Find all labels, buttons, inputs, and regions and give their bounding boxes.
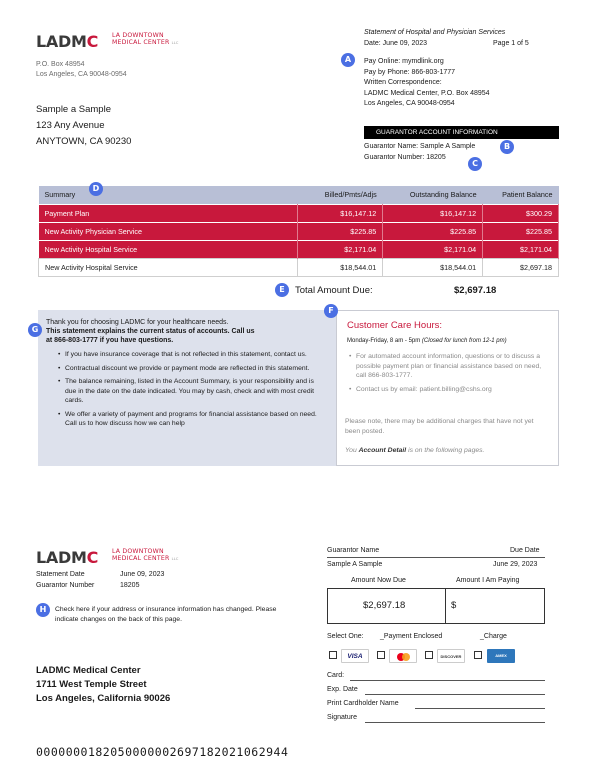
stub-statement-date: June 09, 2023 (120, 571, 165, 578)
list-item: • The balance remaining, listed in the Account Summary, is your responsibility and is due in the date on the date indicated. You may by cash, check and with most credit cards. (58, 377, 326, 406)
table-row: New Activity Physician Service $225.85 $225.85 $225.85 (39, 222, 559, 240)
marker-a: A (341, 53, 355, 67)
col-outstanding: Outstanding Balance (383, 186, 483, 204)
signature-label: Signature (327, 714, 357, 721)
amount-now-due-label: Amount Now Due (351, 577, 406, 584)
address-change-note[interactable]: Check here if your address or insurance information has changed. Please indicate changes on the back of this page. (55, 606, 277, 623)
total-amount-label: Total Amount Due: (295, 285, 373, 296)
page-number: Page 1 of 5 (493, 40, 529, 47)
cardholder-name-label: Print Cardholder Name (327, 700, 399, 707)
marker-f: F (324, 304, 338, 318)
care-hours: Monday-Friday, 8 am - 5pm (Closed for lunch from 12-1 pm) (347, 338, 507, 344)
marker-g: G (28, 323, 42, 337)
payment-enclosed-option[interactable]: _Payment Enclosed (380, 633, 443, 640)
account-summary-table (38, 186, 559, 277)
stub-guarantor-name-label: Guarantor Name (327, 547, 380, 554)
col-billed: Billed/Pmts/Adjs (298, 186, 383, 204)
list-item: • For automated account information, questions or to discuss a possible payment plan or financial assistance based on need, call 866-803-1777. (349, 352, 549, 381)
stub-guarantor-number-label: Guarantor Number (36, 582, 95, 589)
amount-now-due: $2,697.18 (363, 600, 406, 611)
exp-date-label: Exp. Date (327, 686, 358, 693)
statement-title: Statement of Hospital and Physician Services (364, 29, 506, 36)
guarantor-number: Guarantor Number: 18205 (364, 154, 446, 161)
amount-paying-label: Amount I Am Paying (456, 577, 520, 584)
care-note: Please note, there may be additional charges that have not yet been posted. (345, 418, 534, 435)
marker-e: E (275, 283, 289, 297)
ocr-scanline: 0000000182050000002697182021062944 (36, 745, 289, 759)
marker-b: B (500, 140, 514, 154)
info-bullets (46, 350, 326, 429)
cardholder-name-line[interactable] (415, 708, 545, 709)
table-row: New Activity Hospital Service $2,171.04 $2,171.04 $2,171.04 (39, 240, 559, 258)
marker-c: C (468, 157, 482, 171)
signature-line[interactable] (365, 722, 545, 723)
total-amount-value: $2,697.18 (454, 285, 497, 296)
guarantor-name: Guarantor Name: Sample A Sample (364, 143, 476, 150)
care-title: Customer Care Hours: (347, 320, 443, 331)
visa-checkbox[interactable] (329, 651, 337, 659)
table-row: Payment Plan $16,147.12 $16,147.12 $300.29 (39, 204, 559, 222)
stub-due-date: June 29, 2023 (493, 561, 538, 568)
return-address: P.O. Box 48954 Los Angeles, CA 90048-0954 (36, 61, 127, 78)
statement-info-panel: Thank you for choosing LADMC for your healthcare needs. This statement explains the current status of accounts. Call us at 866-803-1777 if you have questions. • If you have insurance coverage that is not reflected in this statement, contact us. • Contractual discount we provide or payment mode are reflected in this statement. • The balance remaining, listed in the Account Summary, is your responsibility and is due in the date on the date indicated. You may by cash, check and with most credit cards. • We offer a variety of payment and programs for financial assistance based on need. Call us to how discuss how we can help (38, 310, 336, 466)
customer-care-panel (336, 310, 559, 466)
list-item: • If you have insurance coverage that is not reflected in this statement, contact us. (58, 350, 326, 360)
recipient-address: Sample a Sample 123 Any Avenue ANYTOWN, CA 90230 (36, 104, 132, 147)
logo-subtitle-stub: LA DOWNTOWN MEDICAL CENTER LLC (112, 548, 179, 562)
col-patient: Patient Balance (483, 186, 559, 204)
exp-date-line[interactable] (365, 694, 545, 695)
list-item: • Contractual discount we provide or payment mode are reflected in this statement. (58, 364, 326, 374)
pay-online: Pay Online: mymdlink.org (364, 58, 444, 65)
payment-options: Pay Online: mymdlink.org Pay by Phone: 866-803-1777 Written Correspondence: LADMC Medical Center, P.O. Box 48954 Los Angeles, CA 90048-0954 (364, 58, 490, 107)
list-item: • Contact us by email: patient.billing@cshs.org (349, 385, 549, 395)
card-field-label: Card: (327, 672, 345, 679)
ladmc-logo: LADMC (36, 32, 99, 51)
amex-icon: AMEX (487, 649, 515, 663)
discover-checkbox[interactable] (425, 651, 433, 659)
mastercard-icon (389, 649, 417, 663)
stub-guarantor-number: 18205 (120, 582, 140, 589)
stub-statement-date-label: Statement Date (36, 571, 85, 578)
logo-subtitle: LA DOWNTOWN MEDICAL CENTER LLC (112, 32, 179, 46)
marker-h: H (36, 603, 50, 617)
amex-checkbox[interactable] (474, 651, 482, 659)
stub-guarantor-name: Sample A Sample (327, 561, 383, 568)
visa-icon: VISA (341, 649, 369, 663)
table-row: New Activity Hospital Service $18,544.01 $18,544.01 $2,697.18 (39, 258, 559, 276)
ladmc-logo-stub: LADMC (36, 548, 99, 567)
remit-address: LADMC Medical Center 1711 West Temple Street Los Angeles, California 90026 (36, 665, 171, 704)
pay-phone: Pay by Phone: 866-803-1777 (364, 68, 456, 76)
discover-icon: DISCOVER (437, 649, 465, 663)
guarantor-banner: GUARANTOR ACCOUNT INFORMATION (364, 126, 559, 139)
amount-paying-input[interactable]: $ (451, 600, 457, 611)
marker-d: D (89, 182, 103, 196)
stub-due-date-label: Due Date (510, 547, 540, 554)
charge-option[interactable]: _Charge (480, 633, 507, 640)
select-one-label: Select One: (327, 633, 364, 640)
table-header (39, 186, 559, 204)
divider (327, 557, 545, 558)
list-item: • We offer a variety of payment and programs for financial assistance based on need. Call us to how discuss how we can help (58, 410, 326, 429)
mastercard-checkbox[interactable] (377, 651, 385, 659)
col-summary: Summary (39, 186, 298, 204)
card-field-line[interactable] (350, 680, 545, 681)
care-bullets (349, 352, 549, 398)
amount-divider (445, 588, 446, 624)
account-detail-note: You Account Detail is on the following pages. (345, 447, 485, 454)
statement-date: Date: June 09, 2023 (364, 40, 428, 47)
